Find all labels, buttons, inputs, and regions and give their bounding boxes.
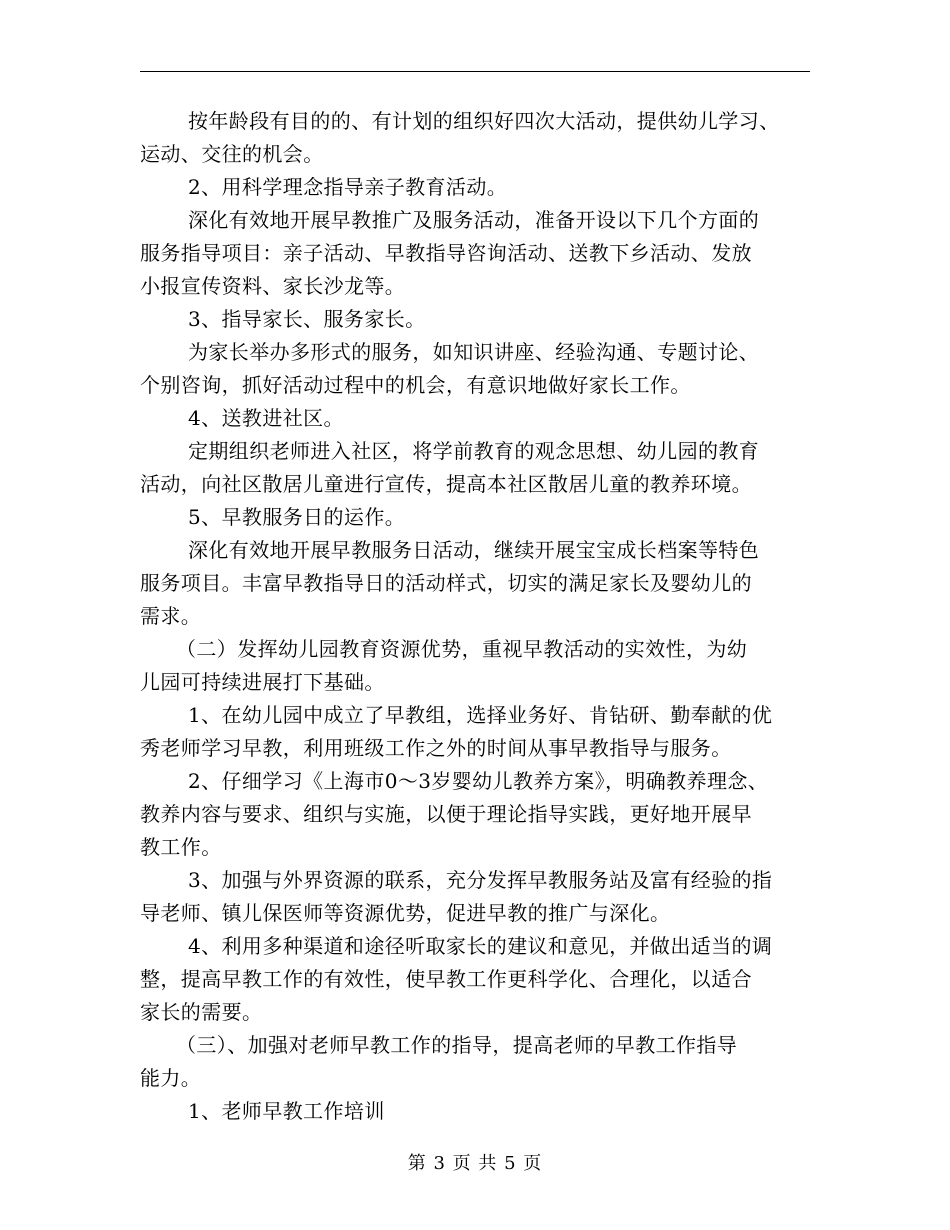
text-line: 4、送教进社区。 — [188, 406, 344, 430]
text-line: 1、在幼儿园中成立了早教组，选择业务好、肯钻研、勤奉献的优 — [188, 703, 773, 727]
text-line: 教养内容与要求、组织与实施，以便于理论指导实践，更好地开展早 — [140, 802, 752, 826]
text-line: 3、加强与外界资源的联系，充分发挥早教服务站及富有经验的指 — [188, 868, 773, 892]
text-line: 5、早教服务日的运作。 — [188, 505, 406, 529]
text-line: 1、老师早教工作培训 — [188, 1099, 385, 1123]
text-line: 能力。 — [140, 1066, 202, 1090]
text-line: （二）发挥幼儿园教育资源优势，重视早教活动的实效性，为幼 — [176, 637, 748, 661]
text-line: 服务指导项目：亲子活动、早教指导咨询活动、送教下乡活动、发放 — [140, 241, 752, 265]
text-line: 2、用科学理念指导亲子教育活动。 — [188, 175, 508, 199]
text-line: （三）、加强对老师早教工作的指导，提高老师的早教工作指导 — [176, 1033, 738, 1057]
text-line: 2、仔细学习《上海市0～3岁婴幼儿教养方案》，明确教养理念、 — [188, 769, 769, 793]
text-line: 秀老师学习早教，利用班级工作之外的时间从事早教指导与服务。 — [140, 736, 732, 760]
text-line: 3、指导家长、服务家长。 — [188, 307, 426, 331]
text-line: 活动，向社区散居儿童进行宣传，提高本社区散居儿童的教养环境。 — [140, 472, 752, 496]
text-line: 小报宣传资料、家长沙龙等。 — [140, 274, 406, 298]
text-line: 导老师、镇儿保医师等资源优势，促进早教的推广与深化。 — [140, 901, 671, 925]
text-line: 教工作。 — [140, 835, 222, 859]
text-line: 深化有效地开展早教服务日活动，继续开展宝宝成长档案等特色 — [188, 538, 760, 562]
text-line: 4、利用多种渠道和途径听取家长的建议和意见，并做出适当的调 — [188, 934, 773, 958]
document-body — [140, 105, 810, 1128]
text-line: 儿园可持续进展打下基础。 — [140, 670, 385, 694]
text-line: 深化有效地开展早教推广及服务活动，准备开设以下几个方面的 — [188, 208, 760, 232]
page-number: 第 3 页 共 5 页 — [407, 1153, 543, 1174]
text-line: 整，提高早教工作的有效性，使早教工作更科学化、合理化，以适合 — [140, 967, 752, 991]
text-line: 需求。 — [140, 604, 202, 628]
header-rule — [140, 71, 810, 72]
text-line: 家长的需要。 — [140, 1000, 263, 1024]
text-line: 为家长举办多形式的服务，如知识讲座、经验沟通、专题讨论、 — [188, 340, 760, 364]
text-line: 按年龄段有目的的、有计划的组织好四次大活动，提供幼儿学习、 — [188, 109, 780, 133]
text-line: 服务项目。丰富早教指导日的活动样式，切实的满足家长及婴幼儿的 — [140, 571, 752, 595]
text-line: 个别咨询，抓好活动过程中的机会，有意识地做好家长工作。 — [140, 373, 691, 397]
text-line: 运动、交往的机会。 — [140, 142, 324, 166]
text-line: 定期组织老师进入社区，将学前教育的观念思想、幼儿园的教育 — [188, 439, 760, 463]
